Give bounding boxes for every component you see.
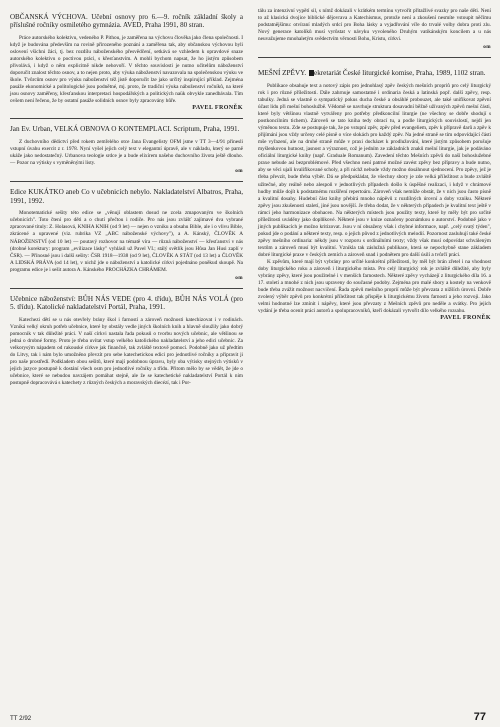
review-body: Práce autorského kolektivu, vedeného P. Pithou, je zaměřena na výchovu člověka jako člena společnosti. I když je budována především na rovině přirozeného poznání a zaměřena tak, aby občanskou výchovou byli oslovení všichni žáci, tj. bez rozdílu náboženského přesvědčení, setkává se vzhledem k opravdové snaze autorského kolektivu o poctivou práci, s křesťanstvím. A mohli bychom napsat, že ho jistým způsobem přivolává, i když o něm explicitně nikde nehovoří. V těchto souvislosti je nutno učitelům náboženství doporučit znalost těchto osnov, a to nejen proto, aby výuka náboženství navazovala na společenskou výuku ve škole. Tvůrcům osnov pro výuku náboženství též jistě doporučit lze jako určitý inspirující příklad. Zejména pasáže ekonomické a politologické jsou podnětné, mj. proto, že tradiční výuka náboženství ročníků, na které jsou osnovy zaměřeny, křesťanskou interpretaci hospodářských a politických naük obvykle zanedbávala. Tím ovšem není řečeno, že by ostatní pasáže solidních osnov byly zpracovány hůře.: [10, 34, 243, 105]
left-column: [10, 8, 243, 387]
section-divider: [10, 181, 243, 182]
review-body-continued: tálu za intenzivní vypětí sil, s nímž dokázali v krátkém termínu vytvořit přitažlivé svazky pro naše děti. Není to až klasická dvojice biblické dějovrava a Katechismus, protože není a zkoušení nesmíte vstoupit něčímu podstatnějšímu: otvíraní mladých srdcí pro Boha lásky a vyjadřování víře do trvalé volby dobra proti zlu. Nový generace katolíků musí vyrůstat v návyku vyvoleného Druhým vatikánským koncilem a u nás neuvažujeme mnohaletým svědectvím věrnosti Bohu, Kristu, církvi.: [258, 8, 491, 43]
review-heading: [258, 69, 491, 78]
review-heading: Jan Ev. Urban, VELKÁ OBNOVA O KONTEMPLACI. Scriptum, Praha, 1991.: [10, 125, 240, 134]
review-body: Monotematické sešity této edice se „věnují oblastem dosud ne zcela zmapovaným ve školních učebnicích". Toto čtení pro děti a o chutí přečtou i rodiče. Pro nás jsou zvlášť zajímavé dva vybrané zpracované tituly: Z. Holasová, KNIHA KNIH (od 9 let) — nejen o vzniku a obsahu Bible, ale i o vlivu Bible, zkrácené a upravené (viz. rubrika VZ „ABC náboženské výchovy"), a A. Kánský, ČLOVĚK A NÁBOŽENSTVÍ (od 10 let) — poutavý rozhovor na tématě víra — různá náboženství — křesťanství v nás (drobné korektury: program „evilizace lásky" vyhlásil už Pavel VI.; stálý světlík jsou Hůsa Jan Husi zaplí v ČSR). — Přínosné jsou i další sešity: ČSR 1918—1938 (od 9 let), ČLOVĚK A STÁT (od 13 let) a ČLOVĚK A LIDSKÁ PRÁVA (od 14 let), v nichž jde o náboženství a katolické církvi pojednáno poněkud skoupě. Na programu edice je i sešit autora A. Kánského PROCHÁZKA CHRÁMEM.: [10, 210, 243, 273]
issue-label: TT 2/92: [10, 715, 32, 722]
print-blot-icon: [309, 70, 314, 76]
review-heading: OBČANSKÁ VÝCHOVA. Učební osnovy pro 6.—9. ročník základní školy a příslušné ročníky osmiletého gymnázia. AVED, Praha 1991, 80 stran.: [10, 13, 243, 30]
review-heading: Učebnice náboženství: BŮH NÁS VEDE (pro 4. třídu), BŮH NÁS VOLÁ (pro 5. třídu). Katolické nakladatelství Portál, Praha, 1991.: [10, 294, 243, 312]
page-number: 77: [473, 711, 486, 723]
section-divider: [10, 288, 243, 289]
review-signature: PAVEL FRONĚK: [192, 105, 243, 112]
review-signature: om: [483, 44, 491, 51]
review-signature: om: [235, 168, 243, 175]
review-body: Z duchovního dědictví před rokem zemřelého otce Jana Evangelisty OFM jsme v TT 3—4/91 přinesli vstupní úvahu exercit z r. 1978. Nyní vyšel jejich celý text v elegantní úpravě, ale v nákladu, který se parně ukáže jako nedostatečný. Urbanova teologie srdce je a bude elixírem našeho duchovního života ještě dlouho. — Pozor na výtisky s vyměněnými listy.: [10, 138, 243, 167]
section-divider: [258, 57, 491, 58]
review-body: Publikace obsahuje text a notový zápis pro jednohlasý zpěv českých mešních propriů pro celý liturgický rok i pro různé příležitosti. Dále zahrnuje samostatné i ordinaria česká a latinská popř. další zpěvy, resp. tabulky. Jedná se vlastně o sympatický pokus ducha české a obsáhlé probouzet, ale také unifikovat zpěvní účast lidu při mešní bohoslužbě. Vědomě se navrhuje struktura dosavadní běžně užívaných zpěvů mešní části, které byly většinou vlastně vytvářeny pro potřeby předkoncilní liturgie (ne všechny se dobře shodují s postkoncilním tichem). Zároveň se tato kniha tedy obrací tu, a podle liturgických souvislostí, nejdi jen výměnou textu. Zde se postupuje tak, že po vstupní zpěv, zpěv před evangeliem, zpěv k přípravě darů a zpěv k přijímání jsou vždy určeny celé písně o více slokách pro každý zpěv. Na jedné straně se tím odpovídající části mše vyřazení, ale na druhé straně může v praxi docházet k prodlužování, které jistým způsobem porušuje myšlenkovou hutnost, jasnost a výraznost, což je jedním ze základních znaků mešní liturgie, jak je podáváno oficiální liturgické knihy (např. Graduale Romanum). Zavedení těchto Mešních zpěvů do naší bohoslužebné praxe nebude asi bezproblémové. Před všechno není patrné možné zavést zpěvy bez přípravy a bude nutno, aby se věci ujali kvalifikované scholy, a při nichž nebude vždy možno dosáhnout sjednocení. Pro zpěvy, jež je třeba převzít, bude třeba výběr. Dá se předpokládat, že všechny sbory je zde velká příležitost a bude zvláště užitečné, aby reálně nebo alespoň v jednotlivých případech došlo k úspěšné realizaci, i když v chrámové hudby může dojít k podstatnému rozšíření repertoáru. Zároveň však nemůže obstát, že v nich jsou často písně a kvalitní dosahy. Hudební část knihy přebírá mnoho nápěvů z rozdílných úrovní a doby vzniku. Některé zpěvy jsou zkušenosti staletí, jiné jsou novější. Je třeba dodat, že v některých případech je kvalitní text ještě v rámci jeho harmonizace obohacen. Na některých místech jsou použity texty, které by měly být pro určité příležitosti uváděny jako doplňkové. Některé jsou v knize označeny poznámkou o autorství. Podobně jako v jiných publikacích je možno kritizovat. Jsou v ní obsaženy však i chybné informace, např. „celý svatý týden", pokud jde o podání a některé texty, resp. o jejich původ z jednotlivých melodií. Pozornost zasluhují také české zpěvy mešního ordinaria: někdy jsou v rozporu s ordinálními texty; vždy však musí odpovídat schváleným textům a zároveň musí být kvalitní. Vznikla tak záslužná publikace, která se nepochybně stane základem dobré liturgické praxe v českých zemích a zároveň snad i podnětem pro další úsilí a tvůrčí práci.: [258, 82, 491, 258]
review-body: K zpěvům, které mají být vybrány pro určité konkrétní příležitosti, by měl být brán zřetel i na vhodnost doby liturgického roku a zároveň i liturgického místa. Pro celý liturgický rok je zvláště důležité, aby byly vybrány zpěvy, které jsou použitelné i v menších farnostech. Některé zpěvy vycházejí z liturgického díla 16. a 17. století a mnohé z nich jsou upraveny do současné podoby. Zejména pro malé sbory a kostely na venkově bude třeba zvážit možnost nacvičení. Řada zpěvů mešního proprií může být převzata z nižších úrovní. Dobře zvolený výběr zpěvů pro konkrétní příležitost tak přispěje k liturgickému životu farnosti a jeho rozvoji. Jako velmi hodnotné lze zmínit i nápěvy, které jsou převzaty z Mešních zpěvů pro neděle a svátky. Pro jejich vydání je třeba ocenit práci autorů a spolupracovníků, kteří dokázali vytvořit dílo velkého rozsahu.: [258, 259, 491, 315]
review-body: Katechezi dětí se u nás otevřely brány škol i farností a zároveň možnosti katechizovat i v rodinách. Vzniká velký okruh potřeb učebnice, které by obstály vedle jiných školních knih a hlavně sloužily jako dobrý pomocník v tak důležité práci. V naší církvi nastala řada pokusů o tvorbu nových učebnic, ale většinou se jedná o drobné formy. Proto je třeba uvítat vstup velkého katolického nakladatelství a jeho edici učebnic. Za velkorysým nápadem od rakouské církve jak finančně, tak zvláště textově pomocí. Podobně jako už předtím do Litvy, tak i nám bylo umožněno převzít pro sebe katechetickou edici pro jednotlivé ročníky a připravit ji pro naše prostředí. Podkladem obou sešitů, které mají podobnou úpravu, byly oba výtisky stejných výtisků v jejich jazyce postupně k dostání všech osm pro jednotlivé ročníky a třídu. Přitom mělo by se vědět, že jde o učebnice, které se nebudou navzájem pomáhat stejně, ale že se katechetické nakladatelství Portál k nim postupně dopracovává s katechety z různých českých a moravských diecézí, tak i Por-: [10, 317, 243, 387]
review-signature: om: [235, 274, 243, 281]
review-heading-suffix: ekretariát České liturgické komise, Praha, 1989, 1102 stran.: [314, 69, 486, 78]
review-signature: PAVEL FRONĚK: [440, 315, 491, 322]
review-heading-prefix: MEŠNÍ ZPĚVY.: [258, 69, 307, 78]
section-divider: [10, 118, 243, 119]
review-heading: Edice KUKÁTKO aneb Co v učebnicích nebylo. Nakladatelství Albatros, Praha, 1991, 1992.: [10, 188, 243, 205]
right-column: [258, 8, 491, 322]
